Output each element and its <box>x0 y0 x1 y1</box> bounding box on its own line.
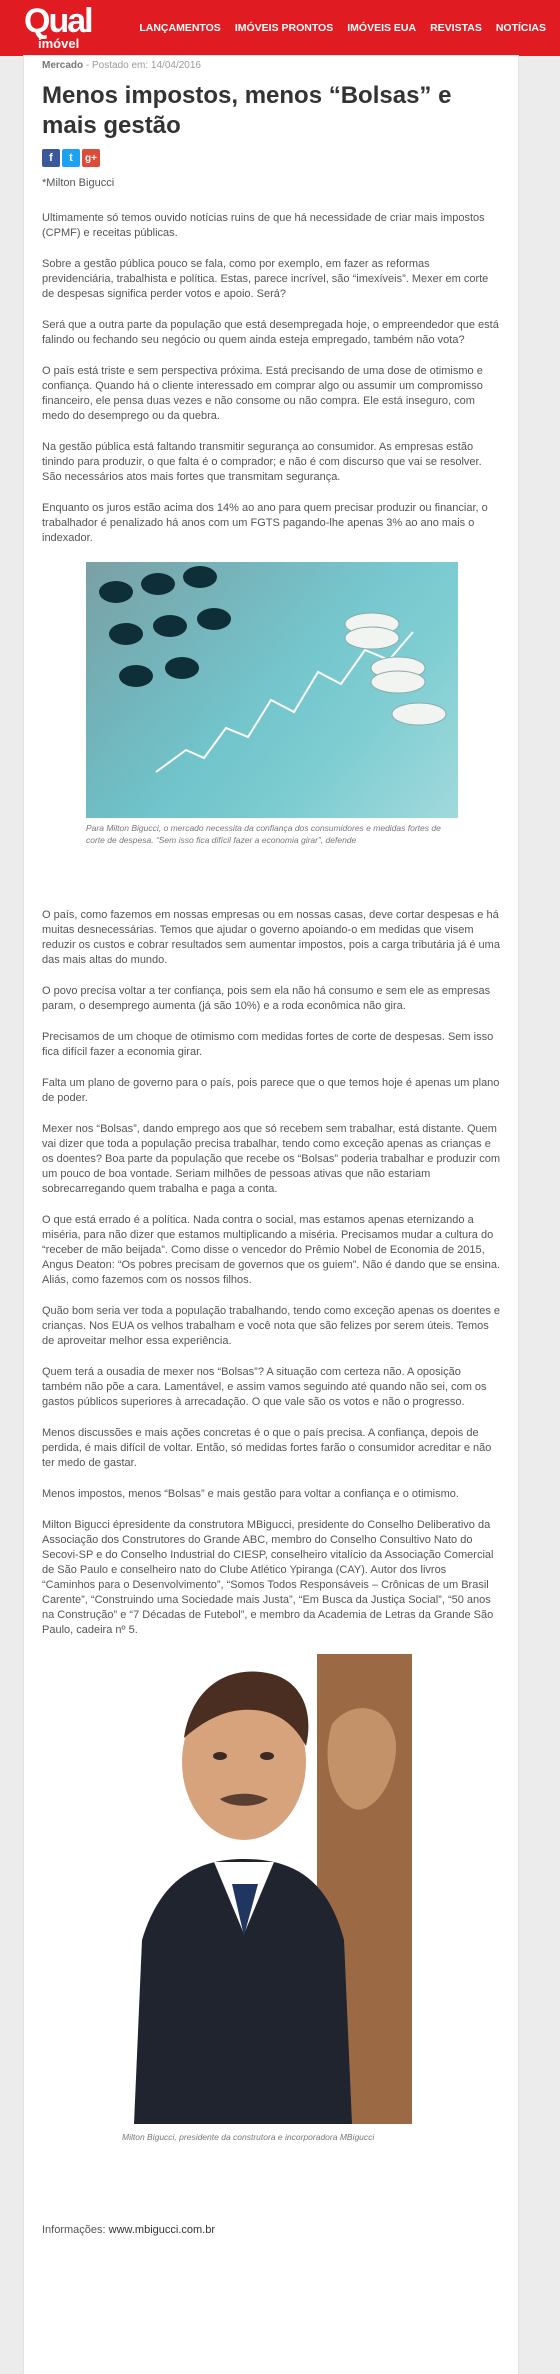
paragraph-1: Ultimamente só temos ouvido notícias ruins de que há necessidade de criar mais impostos (CPMF) e receitas públicas. <box>42 212 485 239</box>
post-date: - Postado em: 14/04/2016 <box>83 60 201 71</box>
paragraph-14: Quem terá a ousadia de mexer nos “Bolsas”? A situação com certeza não. A oposição também não põe a cara. Lamentável, e assim vamos seguindo até quando não sei, com os gastos públicos superiores à arrecadação. O que vale são os votos e não o progresso. <box>42 1366 487 1408</box>
paragraph-9: Precisamos de um choque de otimismo com medidas fortes de corte de despesas. Sem isso fica difícil fazer a economia girar. <box>42 1031 494 1058</box>
paragraph-10: Falta um plano de governo para o país, pois parece que o que temos hoje é apenas um plano de poder. <box>42 1077 500 1104</box>
paragraph-2: Sobre a gestão pública pouco se fala, como por exemplo, em fazer as reformas previdenciária, trabalhista e política. Estas, parece incrível, são “imexíveis”. Mexer em corte de despesas significa perder votos e apoio. Será? <box>42 258 489 300</box>
info-section <box>42 2224 502 2236</box>
nav-revistas[interactable]: REVISTAS <box>430 22 482 34</box>
article-title: Menos impostos, menos “Bolsas” e mais gestão <box>42 82 452 139</box>
share-buttons <box>42 149 502 167</box>
info-label: Informações: <box>42 2224 109 2236</box>
article-meta <box>42 60 502 71</box>
image-caption-1: Para Milton Bigucci, o mercado necessita da confiança dos consumidores e medidas fortes de corte de despesa. “Sem isso fica difícil fazer a economia girar”, defende <box>86 823 441 845</box>
paragraph-8: O povo precisa voltar a ter confiança, pois sem ela não há consumo e sem ele as empresas param, o desemprego aumenta (já são 10%) e a roda econômica não gira. <box>42 985 491 1012</box>
paragraph-13: Quão bom seria ver toda a população trabalhando, tendo como exceção apenas os doentes e crianças. Nos EUA os velhos trabalham e você nota que são felizes por serem úteis. Temos de aproveitar melhor essa experiência. <box>42 1305 501 1347</box>
nav-imoveis-eua[interactable]: IMÓVEIS EUA <box>347 22 417 34</box>
paragraph-5: Na gestão pública está faltando transmitir segurança ao consumidor. As empresas estão tinindo para produzir, o que falta é o comprador; e não é com discurso que vai se resolver. São necessários atos mais fortes que transmitam segurança. <box>42 441 482 483</box>
website-link[interactable]: www.mbigucci.com.br <box>108 2224 215 2236</box>
facebook-icon[interactable]: f <box>42 149 60 167</box>
paragraph-3: Será que a outra parte da população que está desempregada hoje, o empreendedor que está falindo ou fechando seu negócio ou quem ainda esteja empregado, também não vota? <box>42 319 499 346</box>
image-caption-2: Milton Bigucci, presidente da construtora e incorporadora MBigucci <box>122 2132 375 2142</box>
paragraph-12: O que está errado é a política. Nada contra o social, mas estamos apenas eternizando a miséria, para não dizer que estamos multiplicando a miséria. Precisamos mudar a cultura do “receber de mão beijada”. Como disse o vencedor do Prêmio Nobel de Economia de 2015, Angus Deaton: “Os pobres precisam de governos que os guiem”. Não é dando que se ensina. Aliás, como fazemos com os nossos filhos. <box>42 1214 500 1286</box>
paragraph-16: Menos impostos, menos “Bolsas” e mais gestão para voltar a confiança e o otimismo. <box>42 1488 459 1500</box>
site-header <box>0 0 560 56</box>
paragraph-4: O país está triste e sem perspectiva próxima. Está precisando de uma dose de otimismo e confiança. Quando há o cliente interessado em comprar algo ou assumir um compromisso financeiro, ele pensa duas vezes e não consome ou não compra. Ele está inseguro, com medo do desemprego ou da quebra. <box>42 365 483 422</box>
nav-imoveis-prontos[interactable]: IMÓVEIS PRONTOS <box>234 22 334 34</box>
main-navigation <box>139 22 546 34</box>
article-content <box>42 56 502 2236</box>
paragraph-15: Menos discussões e mais ações concretas é o que o país precisa. A confiança, depois de perdida, é mais difícil de voltar. Então, só medidas fortes farão o consumidor acreditar e não ter medo de gastar. <box>42 1427 492 1469</box>
twitter-icon[interactable]: t <box>62 149 80 167</box>
author-byline: *Milton Bigucci <box>42 177 115 189</box>
category-label[interactable]: Mercado <box>42 60 84 71</box>
nav-lancamentos[interactable]: LANÇAMENTOS <box>139 22 221 34</box>
article-container <box>24 56 518 2374</box>
author-bio: Milton Bigucci épresidente da construtora MBigucci, presidente do Conselho Deliberativo da Associação dos Construtores do Grande ABC, membro do Conselho Consultivo Nato do Secovi-SP e do Conselho Industrial do CIESP, conselheiro vitalício da Associação Comercial de São Paulo e conselheiro nato do Clube Atlético Ypiranga (CAY). Autor dos livros “Caminhos para o Desenvolvimento”, “Somos Todos Responsáveis – Crônicas de um Brasil Carente”, “Construindo uma Sociedade mais Justa”, “Em Busca da Justiça Social”, “50 anos na Construção” e “7 Décadas de Futebol”, e membro da Academia de Letras da Grande São Paulo, cadeira nº 5. <box>42 1519 494 1636</box>
site-logo[interactable] <box>24 2 104 52</box>
calculator-finance-image <box>86 562 458 818</box>
google-plus-icon[interactable]: g+ <box>82 149 100 167</box>
paragraph-7: O país, como fazemos em nossas empresas ou em nossas casas, deve cortar despesas e há muitas desnecessárias. Temos que ajudar o governo apoiando-o em medidas que visem reduzir os custos e cobrar resultados sem aumentar impostos, pois a carga tributária já é uma das mais altas do mundo. <box>42 909 500 966</box>
paragraph-11: Mexer nos “Bolsas”, dando emprego aos que só recebem sem trabalhar, está distante. Quem vai dizer que toda a população precisa trabalhar, tendo como exceção apenas as crianças e os doentes? Boa parte da população que recebe os “Bolsas” poderia trabalhar e produzir com um pouco de boa vontade. Seriam milhões de pessoas ativas que não estariam sobrecarregando quem trabalha e paga a conta. <box>42 1123 501 1195</box>
logo-subtext: imóvel <box>38 36 80 51</box>
logo-text: Qual <box>24 2 92 40</box>
nav-noticias[interactable]: NOTÍCIAS <box>495 22 546 34</box>
paragraph-6: Enquanto os juros estão acima dos 14% ao ano para quem precisar produzir ou financiar, o trabalhador é penalizado há anos com um FGTS pagando-lhe apenas 3% ao ano mais o indexador. <box>42 502 488 544</box>
author-portrait-image <box>122 1654 412 2124</box>
